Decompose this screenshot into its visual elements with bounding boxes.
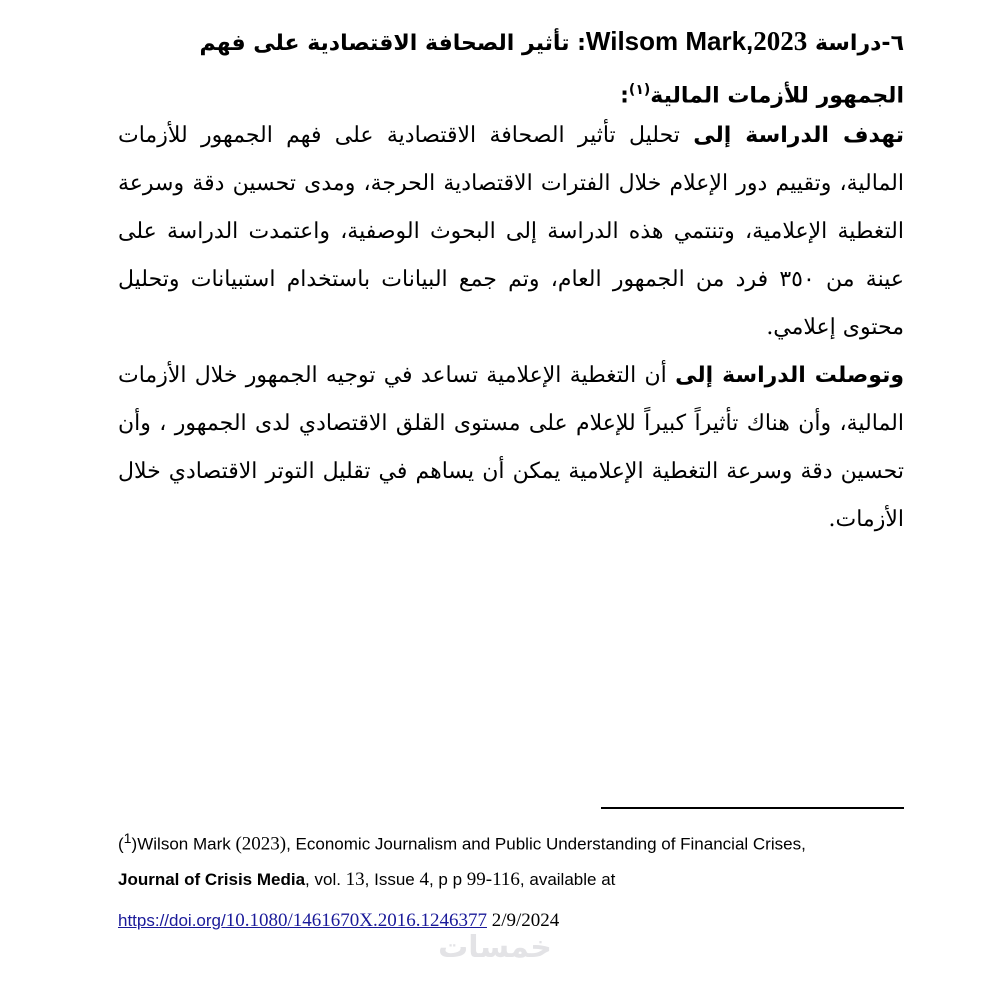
aim-text: تحليل تأثير الصحافة الاقتصادية على فهم الجمهور للأزمات المالية، وتقييم دور الإعلام خلال الفترات الاقتصادية الحرجة، ومدى تحسين دقة وسرعة التغطية الإعلامية، وتنتمي هذه الدراسة إلى البحوث الوصفية، واعتمدت الدراسة على عينة من ٣٥٠ فرد من الجمهور العام، وتم جمع البيانات باستخدام استبيانات وتحليل محتوى إعلامي. bbox=[118, 123, 905, 340]
footnote-title: , Economic Journalism and Public Understanding of Financial Crises, bbox=[286, 834, 806, 854]
aim-lead: تهدف الدراسة إلى bbox=[693, 123, 904, 148]
cut-off-previous-line bbox=[118, 0, 904, 4]
footnote-separator bbox=[601, 807, 904, 809]
footnote-reference[interactable]: (١) bbox=[628, 82, 651, 98]
findings-paragraph bbox=[118, 352, 904, 544]
footnote-author: Wilson Mark bbox=[137, 834, 236, 854]
doi-link[interactable]: https://doi.org/10.1080/1461670X.2016.1246377 bbox=[118, 910, 487, 931]
footnote-pages: 99-116 bbox=[466, 869, 520, 890]
access-date: 2/9/2024 bbox=[486, 910, 560, 931]
footnote-volume: 13 bbox=[345, 869, 365, 890]
heading-title: : تأثير الصحافة الاقتصادية على فهم الجمهور للأزمات المالية bbox=[199, 31, 904, 109]
heading-number: ٦-دراسة bbox=[807, 31, 904, 56]
heading-end: : bbox=[620, 83, 629, 109]
footnote-journal: Journal of Crisis Media bbox=[118, 870, 306, 889]
footnote-line-3 bbox=[118, 911, 908, 931]
watermark-logo: خمسات bbox=[438, 930, 552, 965]
footnote-marker: 1 bbox=[123, 831, 132, 847]
study-heading bbox=[118, 18, 904, 119]
findings-lead: وتوصلت الدراسة إلى bbox=[675, 363, 905, 388]
footnote-issue: 4 bbox=[419, 869, 429, 890]
aim-paragraph bbox=[118, 112, 904, 352]
heading-author: Wilsom Mark, bbox=[585, 26, 754, 56]
footnote-line-1: ($^1$)Wilson Mark (2023), Economic Journalism and Public Understanding of Financial Crises, bbox=[118, 831, 806, 855]
heading-year: 2023 bbox=[753, 26, 808, 56]
findings-text: أن التغطية الإعلامية تساعد في توجيه الجمهور خلال الأزمات المالية، وأن هناك تأثيراً كبيراً للإعلام على مستوى القلق الاقتصادي لدى الجمهور ، وأن تحسين دقة وسرعة التغطية الإعلامية يمكن أن يساهم في تقليل التوتر الاقتصادي خلال الأزمات. bbox=[118, 363, 904, 532]
footnote-year: (2023) bbox=[235, 833, 287, 855]
footnote-line-2: Journal of Crisis Media, vol. 13, Issue 4, p p 99-116, available at bbox=[118, 869, 616, 890]
